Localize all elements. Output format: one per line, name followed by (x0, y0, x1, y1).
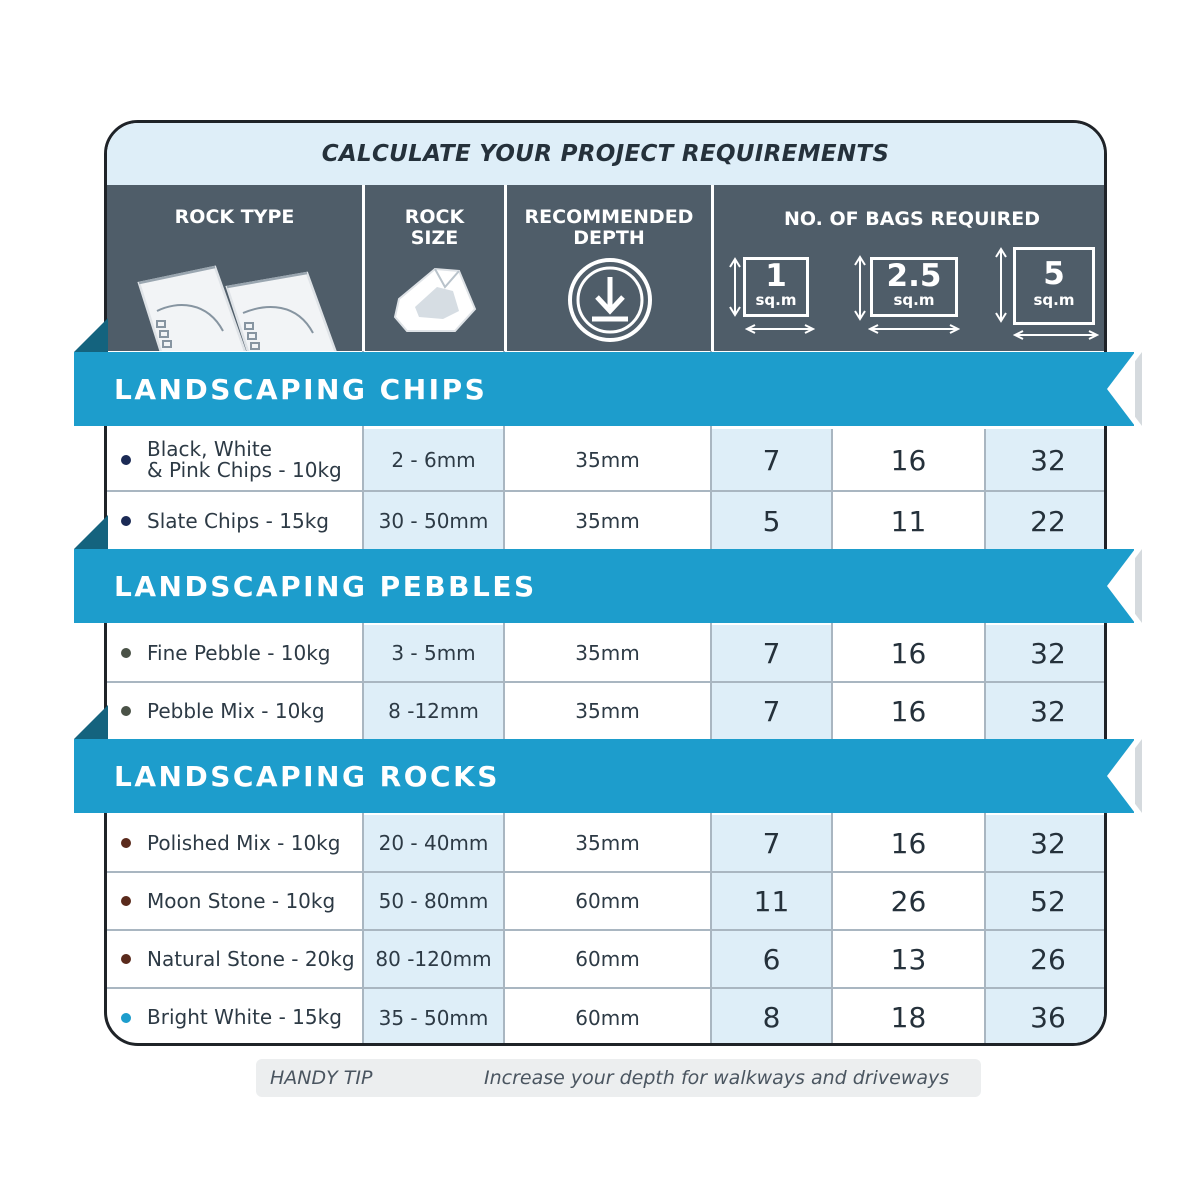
tip-text: Increase your depth for walkways and driveways (484, 1067, 950, 1089)
table-row (107, 429, 1104, 491)
bags-2-5-cell: 26 (890, 884, 927, 918)
bags-1-cell: 7 (712, 429, 831, 491)
rock-size-cell: 80 -120mm (364, 931, 503, 987)
rock-type-cell (107, 873, 362, 929)
depth-cell: 60mm (575, 889, 640, 913)
rock-type-cell (107, 931, 362, 987)
bags-2-5-cell: 16 (890, 636, 927, 670)
depth-arrow-icon (567, 257, 653, 343)
rock-size-cell: 30 - 50mm (364, 492, 503, 550)
depth-cell: 60mm (575, 947, 640, 971)
rock-color-dot (121, 516, 131, 526)
bags-1-cell: 7 (712, 625, 831, 681)
bags-2-5-cell: 16 (890, 694, 927, 728)
rock-icon (385, 257, 485, 337)
section-banner-pebbles (74, 549, 1134, 623)
rock-color-dot (121, 455, 131, 465)
area-2-5-unit: sq.m (893, 291, 935, 309)
header-depth (507, 185, 711, 351)
handy-tip (256, 1059, 981, 1097)
rock-type-line2: & Pink Chips - 10kg (147, 458, 342, 482)
depth-cell: 35mm (575, 448, 640, 472)
header-rock-size (365, 185, 504, 351)
rock-size-cell: 20 - 40mm (364, 815, 503, 871)
rock-color-dot (121, 838, 131, 848)
table-row (107, 625, 1104, 681)
section-title: LANDSCAPING ROCKS (114, 759, 500, 793)
area-2-5-value: 2.5 (886, 258, 942, 294)
bags-5-cell: 32 (986, 625, 1107, 681)
rock-color-dot (121, 1013, 131, 1023)
depth-cell: 60mm (575, 1005, 640, 1030)
bags-2-5-cell: 18 (890, 1001, 927, 1034)
tip-label: HANDY TIP (270, 1067, 373, 1089)
area-5-value: 5 (1043, 256, 1065, 292)
table-row (107, 989, 1104, 1046)
bags-5-cell: 26 (986, 931, 1107, 987)
header-rock-size-line1: ROCK (404, 206, 465, 228)
bags-1-cell: 7 (712, 815, 831, 871)
section-banner-chips (74, 352, 1134, 426)
rock-color-dot (121, 706, 131, 716)
bags-5-cell: 36 (986, 989, 1107, 1046)
header-rock-type (107, 185, 362, 351)
bags-icon (127, 261, 357, 351)
rock-type-line1: Fine Pebble - 10kg (147, 640, 331, 665)
area-1-value: 1 (765, 258, 787, 294)
area-5-unit: sq.m (1033, 291, 1075, 309)
rock-size-cell: 35 - 50mm (364, 989, 503, 1046)
rock-color-dot (121, 954, 131, 964)
bags-2-5-cell: 16 (890, 826, 927, 860)
header-bags-label: NO. OF BAGS REQUIRED (784, 208, 1040, 230)
table-row (107, 492, 1104, 550)
bags-2-5-cell: 11 (890, 504, 927, 538)
bags-5-cell: 32 (986, 683, 1107, 739)
rock-size-cell: 3 - 5mm (364, 625, 503, 681)
rock-type-line1: Moon Stone - 10kg (147, 888, 336, 913)
area-1-icon (727, 255, 817, 345)
header-depth-line1: RECOMMENDED (524, 206, 694, 228)
rock-size-cell: 50 - 80mm (364, 873, 503, 929)
bags-5-cell: 52 (986, 873, 1107, 929)
depth-cell: 35mm (575, 641, 640, 665)
rock-type-line1: Bright White - 15kg (147, 1005, 342, 1029)
bags-1-cell: 7 (712, 683, 831, 739)
rock-size-cell: 8 -12mm (364, 683, 503, 739)
header-rock-size-line2: SIZE (410, 227, 459, 249)
rock-type-line1: Slate Chips - 15kg (147, 508, 329, 533)
bags-5-cell: 22 (986, 492, 1107, 550)
table-row (107, 931, 1104, 987)
depth-cell: 35mm (575, 699, 640, 723)
table-title: CALCULATE YOUR PROJECT REQUIREMENTS (107, 123, 1104, 185)
rock-type-cell (107, 492, 362, 550)
rock-color-dot (121, 896, 131, 906)
section-title: LANDSCAPING CHIPS (114, 372, 488, 406)
rock-type-line1: Pebble Mix - 10kg (147, 698, 325, 723)
header-depth-line2: DEPTH (573, 227, 645, 249)
rock-type-cell (107, 815, 362, 871)
bags-1-cell: 5 (712, 492, 831, 550)
area-5-icon (993, 243, 1103, 343)
bags-1-cell: 11 (712, 873, 831, 929)
header-rock-type-label: ROCK TYPE (174, 206, 295, 228)
depth-cell: 35mm (575, 831, 640, 855)
bags-1-cell: 8 (712, 989, 831, 1046)
depth-cell: 35mm (575, 509, 640, 533)
table-row (107, 873, 1104, 929)
bags-5-cell: 32 (986, 815, 1107, 871)
rock-type-line1: Natural Stone - 20kg (147, 946, 355, 971)
area-1-unit: sq.m (755, 291, 797, 309)
rock-type-line1: Black, White (147, 437, 272, 461)
rock-type-cell (107, 683, 362, 739)
table-row (107, 683, 1104, 739)
rock-type-line1: Polished Mix - 10kg (147, 830, 341, 855)
table-row (107, 815, 1104, 871)
rock-color-dot (121, 648, 131, 658)
bags-2-5-cell: 16 (890, 443, 927, 477)
section-banner-rocks (74, 739, 1134, 813)
rock-size-cell: 2 - 6mm (364, 429, 503, 491)
bags-2-5-cell: 13 (890, 942, 927, 976)
bags-1-cell: 6 (712, 931, 831, 987)
rock-type-cell (107, 429, 362, 491)
rock-type-cell (107, 989, 362, 1046)
table-header (107, 185, 1104, 351)
rock-type-cell (107, 625, 362, 681)
bags-5-cell: 32 (986, 429, 1107, 491)
section-title: LANDSCAPING PEBBLES (114, 569, 537, 603)
area-2-5-icon (852, 253, 962, 343)
